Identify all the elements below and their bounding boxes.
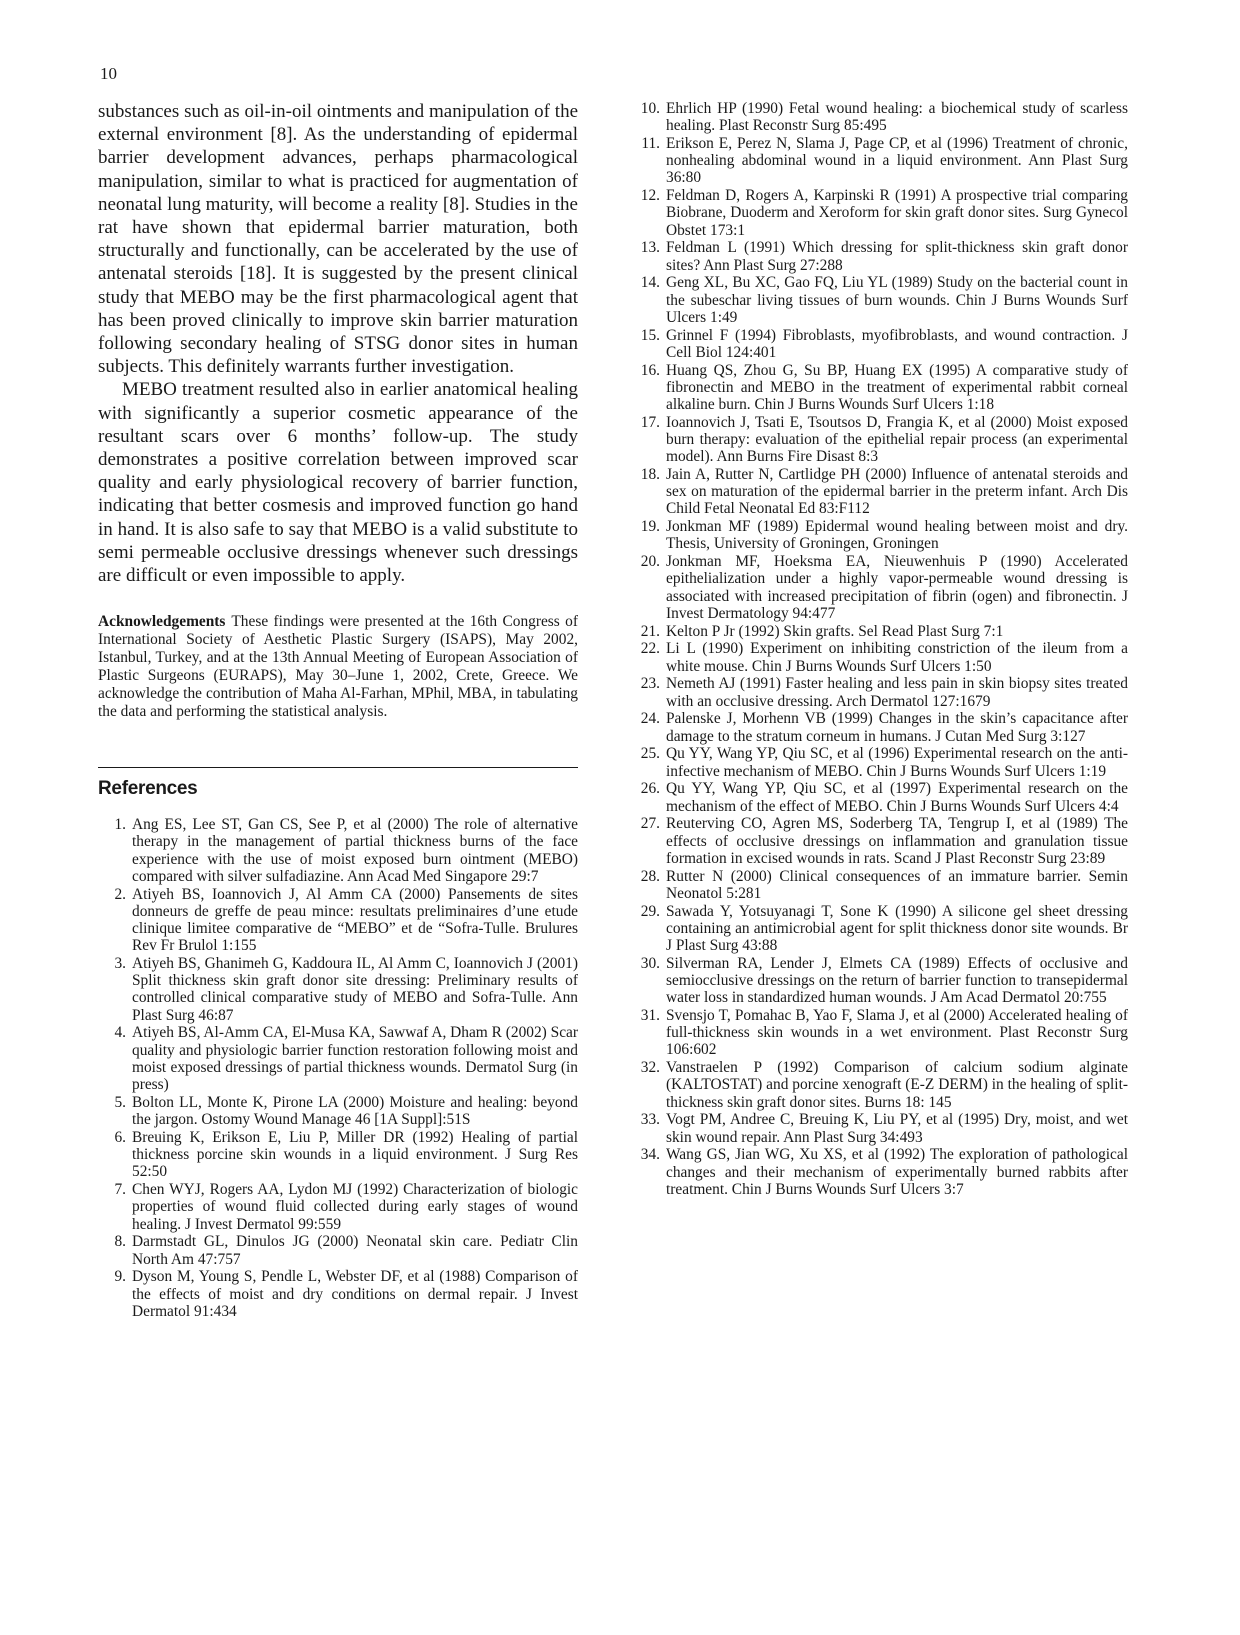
reference-text: Jonkman MF (1989) Epidermal wound healing between moist and dry. Thesis, University of Groningen, Groningen (666, 518, 1128, 553)
reference-item (630, 239, 1128, 273)
reference-item (630, 675, 1128, 709)
reference-number: 21. (640, 622, 660, 640)
body-paragraph: MEBO treatment resulted also in earlier anatomical healing with significantly a superior cosmetic appearance of the resultant scars over 6 months’ follow-up. The study demonstrates a positive correlation between improved scar quality and early physiological recovery of barrier function, indicating that better cosmesis and improved function go hand in hand. It is also safe to say that MEBO is a valid substitute to semi permeable occlusive dressings whenever such dressings are difficult or even impossible to apply. (98, 379, 578, 587)
reference-text: Feldman L (1991) Which dressing for split-thickness skin graft donor sites? Ann Plast Surg 27:288 (666, 239, 1128, 274)
reference-item (630, 710, 1128, 744)
reference-number: 9. (114, 1268, 126, 1286)
references-heading: References (98, 778, 198, 800)
acknowledgements-text: These findings were presented at the 16th Congress of International Society of Aesthetic Plastic Surgery (ISAPS), May 2002, Istanbul, Turkey, and at the 13th Annual Meeting of European Association of Plastic Surgeons (EURAPS), May 30–June 1, 2002, Crete, Greece. We acknowledge the contribution of Maha Al-Farhan, MPhil, MBA, in tabulating the data and performing the statistical analysis. (98, 613, 578, 721)
reference-item (98, 1181, 578, 1233)
reference-number: 12. (640, 187, 660, 205)
reference-item (630, 868, 1128, 902)
reference-item (630, 135, 1128, 187)
reference-item (630, 327, 1128, 361)
reference-item (630, 187, 1128, 239)
reference-text: Huang QS, Zhou G, Su BP, Huang EX (1995) A comparative study of fibronectin and MEBO in the treatment of experimental rabbit corneal alkaline burn. Chin J Burns Wounds Surf Ulcers 1:18 (666, 361, 1128, 414)
reference-item (630, 903, 1128, 955)
reference-item (630, 815, 1128, 867)
reference-text: Atiyeh BS, Ghanimeh G, Kaddoura IL, Al Amm C, Ioannovich J (2001) Split thickness skin graft donor site dressing: Preliminary results of controlled clinical comparative study of MEBO and Sofra-Tulle. Ann Plast Surg 46:87 (132, 955, 578, 1024)
reference-text: Jain A, Rutter N, Cartlidge PH (2000) Influence of antenatal steroids and sex on maturation of the epidermal barrier in the preterm infant. Arch Dis Child Fetal Neonatal Ed 83:F112 (666, 466, 1128, 518)
reference-list-right (630, 100, 1128, 1198)
reference-number: 25. (640, 745, 660, 763)
reference-text: Jonkman MF, Hoeksma EA, Nieuwenhuis P (1990) Accelerated epithelialization under a highly vapor-permeable wound dressing is associated with increased precipitation of fibrin (ogen) and fibronectin. J Invest Dermatology 94:477 (666, 553, 1128, 622)
reference-text: Bolton LL, Monte K, Pirone LA (2000) Moisture and healing: beyond the jargon. Ostomy Wound Manage 46 [1A Suppl]:51S (132, 1093, 578, 1129)
page-number: 10 (100, 64, 117, 83)
reference-item (630, 414, 1128, 466)
reference-text: Rutter N (2000) Clinical consequences of an immature barrier. Semin Neonatol 5:281 (666, 867, 1128, 902)
reference-text: Wang GS, Jian WG, Xu XS, et al (1992) The exploration of pathological changes and their mechanism of experimentally burned rabbits after treatment. Chin J Burns Wounds Surf Ulcers 3:7 (666, 1146, 1128, 1198)
reference-text: Grinnel F (1994) Fibroblasts, myofibroblasts, and wound contraction. J Cell Biol 124:401 (666, 326, 1128, 361)
reference-text: Chen WYJ, Rogers AA, Lydon MJ (1992) Characterization of biologic properties of wound fluid collected during early stages of wound healing. J Invest Dermatol 99:559 (132, 1181, 578, 1233)
reference-text: Li L (1990) Experiment on inhibiting constriction of the ileum from a white mouse. Chin J Burns Wounds Surf Ulcers 1:50 (666, 640, 1128, 675)
reference-number: 13. (640, 239, 660, 257)
reference-text: Sawada Y, Yotsuyanagi T, Sone K (1990) A silicone gel sheet dressing containing an antimicrobial agent for split thickness donor site wounds. Br J Plast Surg 43:88 (666, 902, 1128, 955)
reference-text: Breuing K, Erikson E, Liu P, Miller DR (1992) Healing of partial thickness porcine skin wounds in a liquid environment. J Surg Res 52:50 (132, 1128, 578, 1181)
reference-number: 10. (640, 100, 660, 117)
reference-number: 31. (640, 1007, 660, 1025)
acknowledgements (98, 613, 578, 721)
reference-number: 23. (640, 675, 660, 693)
reference-item (98, 886, 578, 955)
reference-item (630, 745, 1128, 779)
reference-text: Qu YY, Wang YP, Qiu SC, et al (1997) Experimental research on the mechanism of the effect of MEBO. Chin J Burns Wounds Surf Ulcers 4:4 (666, 780, 1128, 815)
reference-text: Geng XL, Bu XC, Gao FQ, Liu YL (1989) Study on the bacterial count in the subeschar living tissues of burn wounds. Chin J Burns Wounds Surf Ulcers 1:49 (666, 274, 1128, 326)
reference-number: 4. (114, 1024, 126, 1042)
reference-item (630, 780, 1128, 814)
reference-number: 17. (640, 413, 660, 431)
reference-number: 28. (640, 867, 660, 885)
reference-number: 5. (114, 1093, 126, 1111)
reference-number: 24. (640, 710, 660, 728)
reference-number: 3. (114, 955, 126, 973)
body-paragraph: substances such as oil-in-oil ointments and manipulation of the external environment [8]. As the understanding of epidermal barrier development advances, perhaps pharmacological manipulation, similar to what is practiced for augmentation of neonatal lung maturity, will become a reality [8]. Studies in the rat have shown that epidermal barrier maturation, both structurally and functionally, can be accelerated by the use of antenatal steroids [18]. It is suggested by the present clinical study that MEBO may be the first pharmacological agent that has been proved clinically to improve skin barrier maturation following secondary healing of STSG donor sites in human subjects. This definitely warrants further investigation. (98, 101, 578, 378)
reference-number: 29. (640, 902, 660, 920)
reference-text: Vanstraelen P (1992) Comparison of calcium sodium alginate (KALTOSTAT) and porcine xenograft (E-Z DERM) in the healing of split-thickness skin graft donor sites. Burns 18: 145 (666, 1059, 1128, 1111)
reference-item (98, 955, 578, 1024)
reference-number: 6. (114, 1128, 126, 1146)
reference-text: Reuterving CO, Agren MS, Soderberg TA, Tengrup I, et al (1989) The effects of occlusive dressings on inflammation and granulation tissue formation in excised wounds in rats. Scand J Plast Reconstr Surg 23:89 (666, 815, 1128, 867)
reference-item (630, 1007, 1128, 1059)
reference-item (98, 1094, 578, 1128)
reference-number: 15. (640, 326, 660, 344)
reference-item (630, 1146, 1128, 1198)
reference-number: 16. (640, 361, 660, 379)
reference-item (98, 1268, 578, 1320)
reference-number: 33. (640, 1111, 660, 1129)
reference-item (630, 553, 1128, 622)
left-column (98, 100, 578, 1321)
reference-item (630, 274, 1128, 326)
reference-item (630, 1111, 1128, 1145)
reference-text: Dyson M, Young S, Pendle L, Webster DF, et al (1988) Comparison of the effects of moist and dry conditions on dermal repair. J Invest Dermatol 91:434 (132, 1268, 578, 1320)
reference-item (98, 816, 578, 885)
reference-text: Palenske J, Morhenn VB (1999) Changes in the skin’s capacitance after damage to the stratum corneum in humans. J Cutan Med Surg 3:127 (666, 710, 1128, 745)
acknowledgements-heading: Acknowledgements (98, 613, 226, 631)
reference-text: Ang ES, Lee ST, Gan CS, See P, et al (2000) The role of alternative therapy in the management of partial thickness burns of the face experience with the use of moist exposed burn ointment (MEBO) compared with silver sulfadiazine. Ann Acad Med Singapore 29:7 (132, 816, 578, 885)
reference-text: Atiyeh BS, Ioannovich J, Al Amm CA (2000) Pansements de sites donneurs de greffe de peau mince: resultats preliminaires d’une etude clinique limitee comparative de “MEBO” et de “Sofra-Tulle. Brulures Rev Fr Brulol 1:155 (132, 885, 578, 955)
reference-number: 19. (640, 518, 660, 536)
reference-number: 34. (640, 1146, 660, 1164)
reference-text: Erikson E, Perez N, Slama J, Page CP, et al (1996) Treatment of chronic, nonhealing abdominal wound in a liquid environment. Ann Plast Surg 36:80 (666, 135, 1128, 187)
reference-number: 8. (114, 1233, 126, 1251)
reference-list-left (98, 816, 578, 1320)
section-divider (98, 767, 578, 768)
reference-number: 32. (640, 1059, 660, 1077)
reference-number: 2. (114, 885, 126, 903)
reference-item (630, 518, 1128, 552)
reference-number: 27. (640, 815, 660, 833)
reference-text: Qu YY, Wang YP, Qiu SC, et al (1996) Experimental research on the anti-infective mechanism of MEBO. Chin J Burns Wounds Surf Ulcers 1:19 (666, 745, 1128, 780)
reference-number: 26. (640, 780, 660, 798)
reference-text: Nemeth AJ (1991) Faster healing and less pain in skin biopsy sites treated with an occlusive dressing. Arch Dermatol 127:1679 (666, 675, 1128, 710)
reference-item (98, 1233, 578, 1267)
reference-item (630, 955, 1128, 1007)
reference-number: 1. (114, 816, 126, 834)
reference-item (630, 362, 1128, 414)
reference-text: Feldman D, Rogers A, Karpinski R (1991) A prospective trial comparing Biobrane, Duoderm and Xeroform for skin graft donor sites. Surg Gynecol Obstet 173:1 (666, 187, 1128, 239)
reference-number: 20. (640, 553, 660, 571)
reference-text: Vogt PM, Andree C, Breuing K, Liu PY, et al (1995) Dry, moist, and wet skin wound repair. Ann Plast Surg 34:493 (666, 1111, 1128, 1146)
right-column (630, 100, 1128, 1199)
reference-text: Silverman RA, Lender J, Elmets CA (1989) Effects of occlusive and semiocclusive dressings on the return of barrier function to transepidermal water loss in standardized human wounds. J Am Acad Dermatol 20:755 (666, 954, 1128, 1007)
reference-item (630, 640, 1128, 674)
reference-number: 18. (640, 466, 660, 484)
reference-item (630, 623, 1128, 640)
reference-number: 22. (640, 640, 660, 658)
reference-item (630, 1059, 1128, 1111)
reference-text: Darmstadt GL, Dinulos JG (2000) Neonatal skin care. Pediatr Clin North Am 47:757 (132, 1233, 578, 1268)
reference-text: Svensjo T, Pomahac B, Yao F, Slama J, et al (2000) Accelerated healing of full-thickness skin wounds in a wet environment. Plast Reconstr Surg 106:602 (666, 1007, 1128, 1059)
reference-text: Ioannovich J, Tsati E, Tsoutsos D, Frangia K, et al (2000) Moist exposed burn therapy: evaluation of the epithelial repair process (an experimental model). Ann Burns Fire Disast 8:3 (666, 413, 1128, 466)
reference-item (630, 466, 1128, 518)
reference-number: 11. (641, 135, 660, 152)
reference-text: Atiyeh BS, Al-Amm CA, El-Musa KA, Sawwaf A, Dham R (2002) Scar quality and physiologic barrier function restoration following moist and moist exposed dressings of partial thickness wounds. Dermatol Surg (in press) (132, 1024, 578, 1094)
reference-number: 7. (114, 1181, 126, 1199)
reference-item (98, 1024, 578, 1093)
reference-number: 14. (640, 274, 660, 292)
reference-number: 30. (640, 954, 660, 972)
reference-text: Ehrlich HP (1990) Fetal wound healing: a biochemical study of scarless healing. Plast Reconstr Surg 85:495 (666, 100, 1128, 135)
reference-item (98, 1129, 578, 1181)
reference-text: Kelton P Jr (1992) Skin grafts. Sel Read Plast Surg 7:1 (666, 622, 1004, 640)
reference-item (630, 100, 1128, 134)
